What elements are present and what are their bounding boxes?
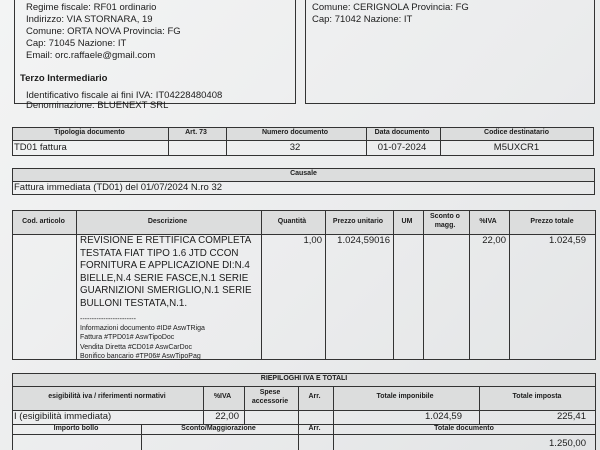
description-line: BIELLE,N.4 SERIE FASCE,N.1 SERIE	[80, 272, 249, 284]
cedente-comune: Comune: ORTA NOVA Provincia: FG	[26, 26, 181, 37]
description-line: TESTATA FIAT TIPO 1.6 JTD CCON	[80, 247, 239, 259]
items-header-codice: Cod. articolo	[22, 218, 65, 225]
cedente-indirizzo: Indirizzo: VIA STORNARA, 19	[26, 14, 153, 25]
riepilogo-header-imponibile: Totale imponibile	[376, 393, 434, 400]
riepilogo-esigibilita-value: I (esigibilità immediata)	[14, 411, 112, 422]
causale-text: Fattura immediata (TD01) del 01/07/2024 N.ro 32	[14, 182, 223, 193]
description-line: BULLONI TESTATA,N.1.	[80, 297, 188, 309]
item-quantity: 1,00	[303, 235, 322, 246]
items-header-quantita: Quantità	[277, 218, 307, 225]
info-line: Vendita Diretta #CD01# AswCarDoc	[80, 343, 193, 351]
doc-tipologia-value: TD01 fattura	[14, 142, 67, 153]
doc-header-numero: Numero documento	[261, 129, 329, 136]
doc-codice-value: M5UXCR1	[493, 142, 540, 153]
cedente-cap: Cap: 71045 Nazione: IT	[26, 38, 127, 49]
riepilogo-title: RIEPILOGHI IVA E TOTALI	[260, 375, 348, 382]
description-line: GUARNIZIONI SMERIGLIO,N.1 SERIE	[80, 285, 252, 297]
riepilogo-imposta-value: 225,41	[556, 411, 586, 422]
riepilogo-imponibile-value: 1.024,59	[425, 411, 462, 422]
doc-numero-value: 32	[289, 142, 301, 153]
item-unit-price: 1.024,59016	[337, 235, 390, 246]
riepilogo-header-iva: %IVA	[213, 393, 232, 400]
items-header-descrizione: Descrizione	[147, 218, 188, 225]
items-header-sconto: Sconto o magg.	[430, 213, 460, 229]
terzo-denominazione: Denominazione: BLUENEXT SRL	[26, 100, 169, 111]
cedente-email: Email: orc.raffaele@gmail.com	[26, 50, 156, 61]
items-header-totale: Prezzo totale	[530, 218, 574, 225]
info-line: Fattura #TPD01# AswTipoDoc	[80, 334, 175, 342]
totale-documento-value: 1.250,00	[549, 438, 586, 449]
cedente-regime: Regime fiscale: RF01 ordinario	[26, 2, 157, 13]
description-separator: ------------------------	[80, 315, 136, 323]
info-line: Informazioni documento #ID# AswTRiga	[80, 324, 205, 332]
items-header-iva: %IVA	[479, 218, 497, 225]
cessionario-cap: Cap: 71042 Nazione: IT	[312, 14, 413, 25]
riepilogo-iva-value: 22,00	[215, 411, 239, 422]
terzo-iva: Identificativo fiscale ai fini IVA: IT04228480408	[26, 90, 223, 101]
riepilogo-header-arr2: Arr.	[308, 425, 321, 432]
item-vat: 22,00	[482, 235, 506, 246]
doc-header-codice: Codice destinatario	[484, 129, 549, 136]
doc-header-data: Data documento	[374, 129, 430, 136]
riepilogo-header-spese: Spese accessorie	[251, 389, 289, 405]
item-total: 1.024,59	[549, 235, 586, 246]
riepilogo-header-totale-documento: Totale documento	[434, 425, 494, 432]
terzo-title: Terzo Intermediario	[20, 73, 108, 84]
doc-header-tipologia: Tipologia documento	[54, 129, 125, 136]
causale-header: Causale	[290, 170, 317, 177]
items-header-um: UM	[401, 218, 413, 225]
riepilogo-header-arr: Arr.	[308, 393, 321, 400]
cessionario-comune: Comune: CERIGNOLA Provincia: FG	[312, 2, 469, 13]
info-line: Bonifico bancario #TP06# AswTipoPag	[80, 353, 201, 361]
doc-data-value: 01-07-2024	[377, 142, 427, 153]
riepilogo-header-imposta: Totale imposta	[512, 393, 562, 400]
item-description	[80, 235, 251, 362]
description-line: FORNITURA E APPLICAZIONE DI:N.4	[80, 260, 250, 272]
riepilogo-header-sconto: Sconto/Maggiorazione	[181, 425, 256, 432]
items-header-prezzo-unitario: Prezzo unitario	[332, 218, 384, 225]
riepilogo-header-bollo: Importo bollo	[53, 425, 99, 432]
description-line: REVISIONE E RETTIFICA COMPLETA	[80, 235, 252, 246]
riepilogo-header-esigibilita: esigibilità iva / riferimenti normativi	[48, 393, 166, 400]
doc-header-art73: Art. 73	[185, 129, 207, 136]
